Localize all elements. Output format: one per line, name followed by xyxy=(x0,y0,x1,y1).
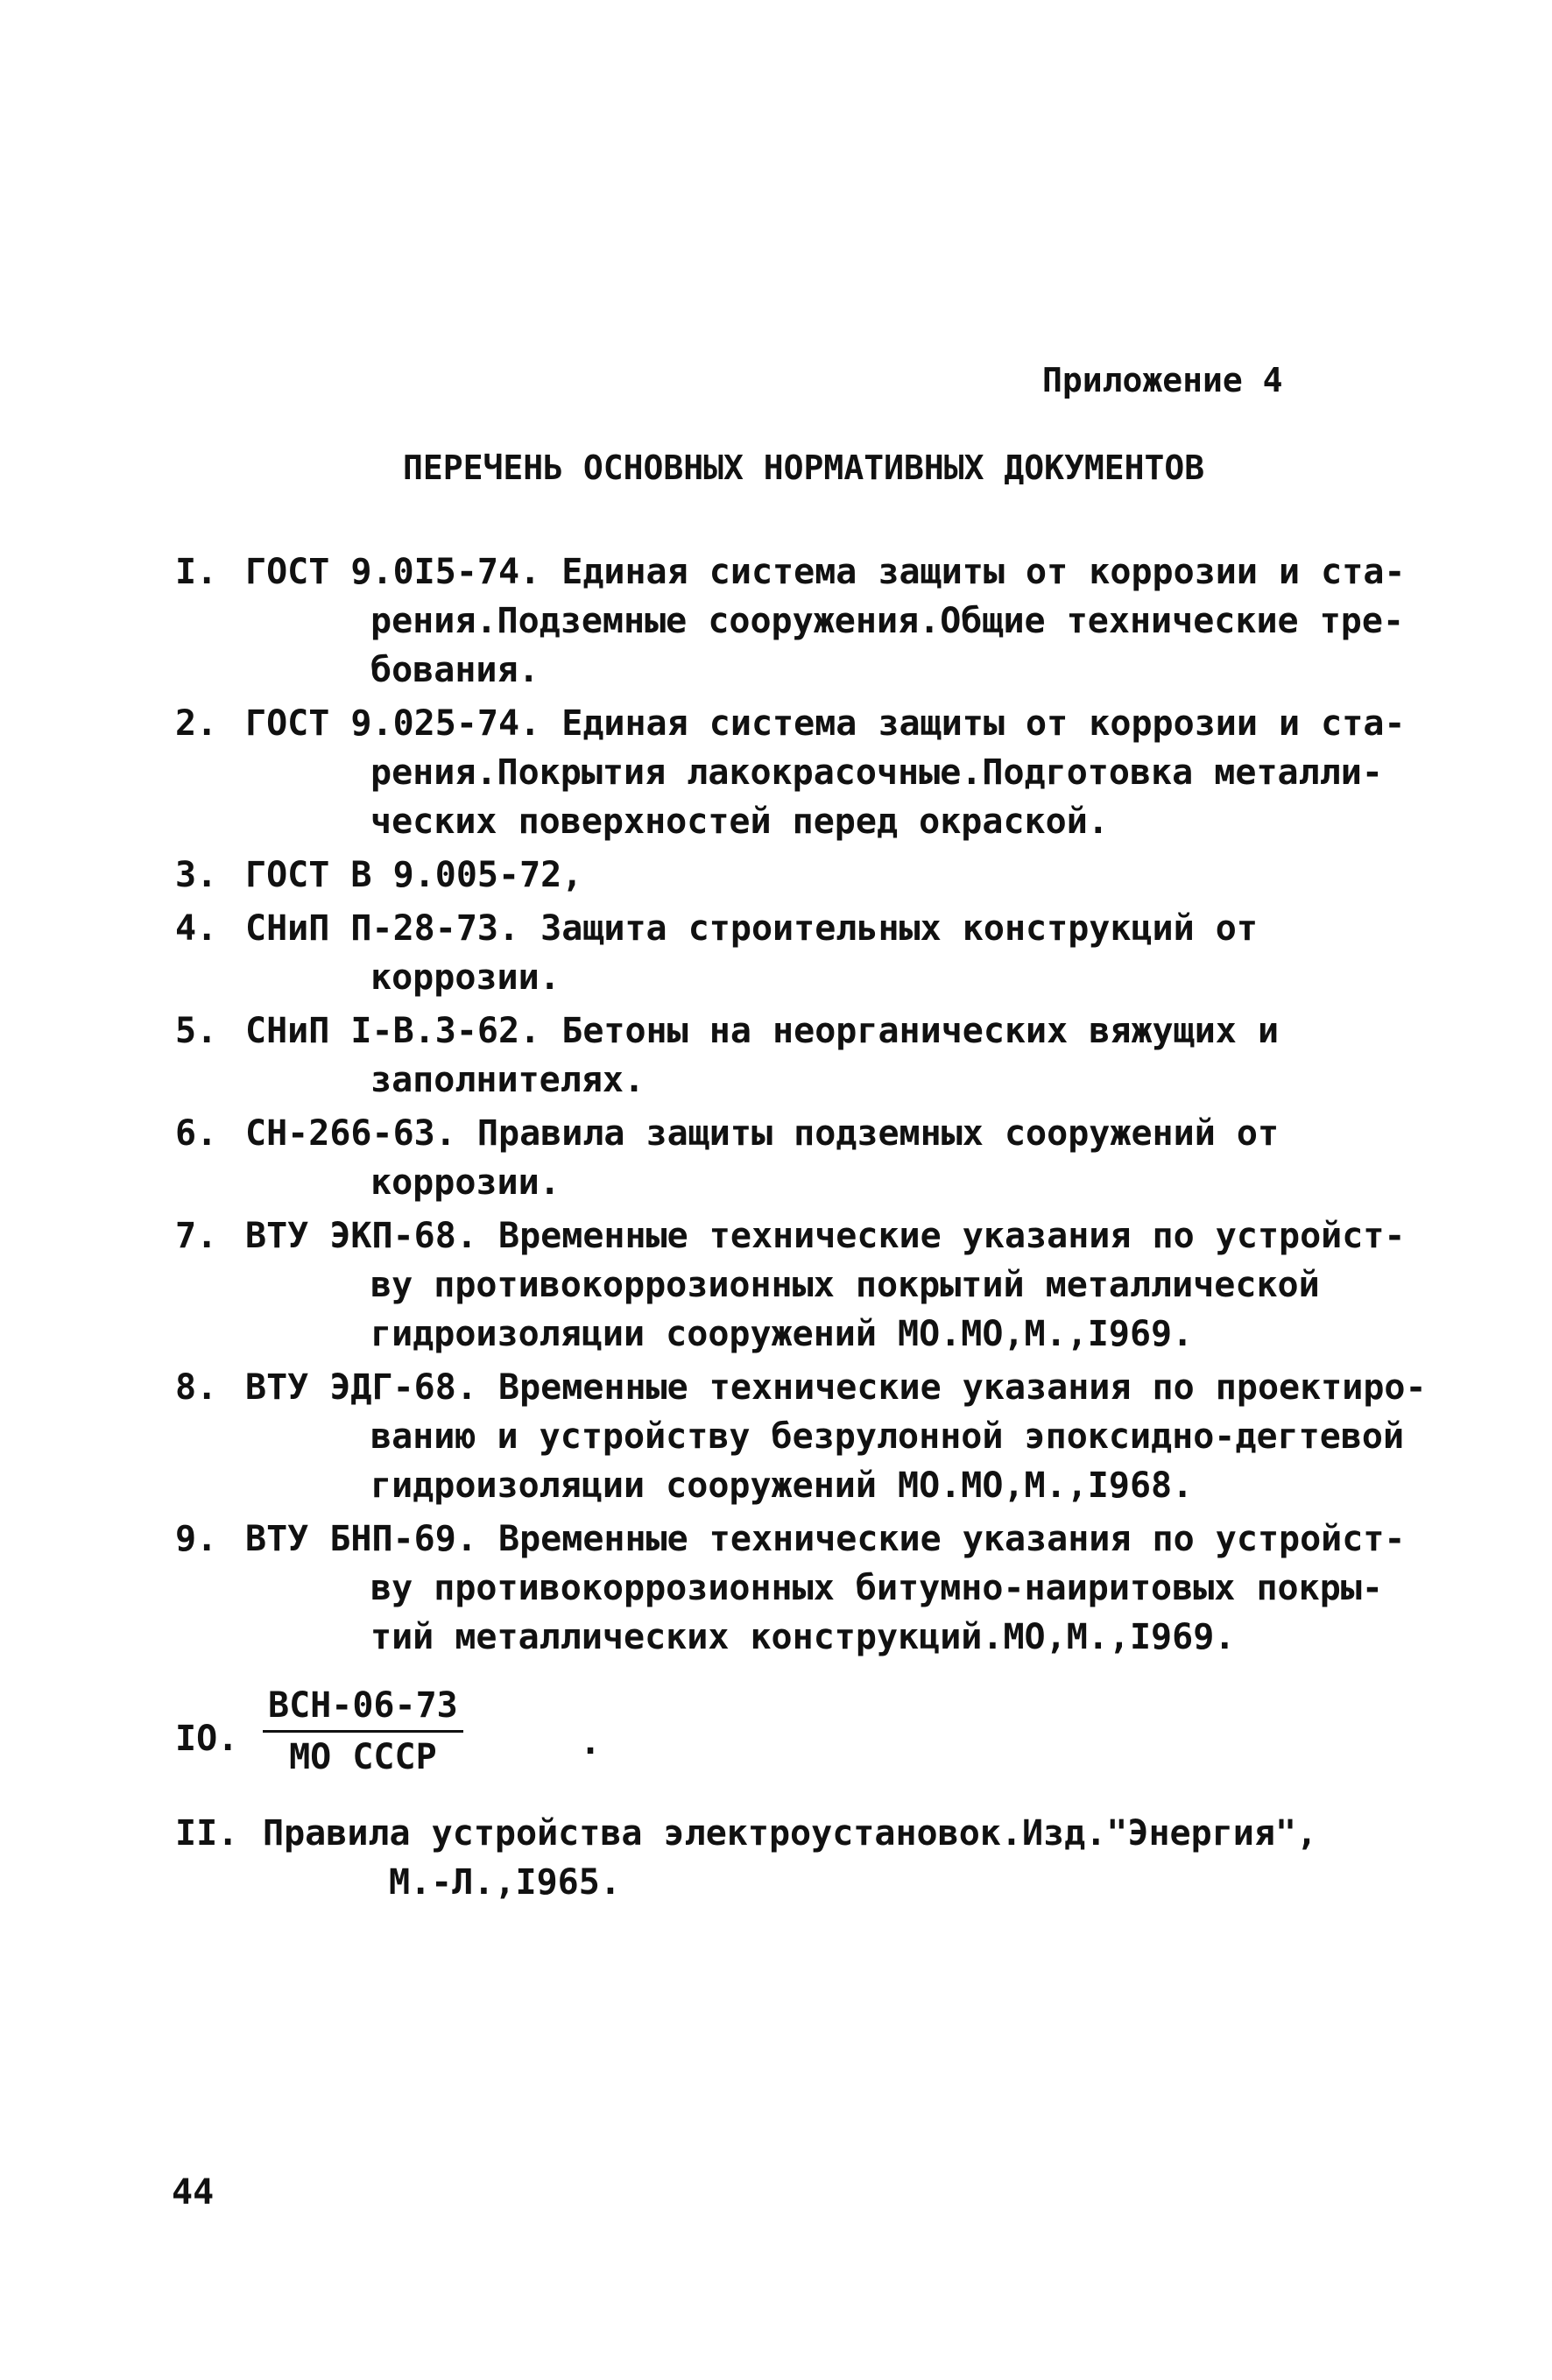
list-item-5 xyxy=(175,1006,1419,1105)
list-item-11 xyxy=(175,1809,1419,1907)
item-line: ву противокоррозионных покрытий металлической xyxy=(370,1265,1320,1305)
item-line: рения.Подземные сооружения.Общие технические тре- xyxy=(370,601,1405,641)
fraction-numerator: ВСН-06-73 xyxy=(263,1681,463,1733)
item-number: 8. xyxy=(175,1367,218,1408)
item-number: 2. xyxy=(175,703,218,744)
item-number: II. xyxy=(175,1813,239,1854)
item-line: Правила устройства электроустановок.Изд."Энергия", xyxy=(263,1813,1318,1854)
page-number: 44 xyxy=(172,2172,215,2213)
list-item-8 xyxy=(175,1363,1427,1510)
list-item-10 xyxy=(175,1681,1419,1797)
item-line: ческих поверхностей перед окраской. xyxy=(370,802,1109,842)
item-line: ву противокоррозионных битумно-наиритовых покры- xyxy=(370,1568,1383,1608)
list-item-1 xyxy=(175,547,1419,695)
item-line: ВТУ БНП-69. Временные технические указания по устройст- xyxy=(245,1519,1406,1559)
fraction-denominator: МО СССР xyxy=(289,1737,437,1777)
item-number: I. xyxy=(175,552,218,592)
item-line: ВТУ ЭДГ-68. Временные технические указания по проектиро- xyxy=(245,1367,1427,1408)
list-item-4 xyxy=(175,904,1419,1002)
item-line: гидроизоляции сооружений МО.МО,М.,I969. xyxy=(370,1314,1194,1354)
item-line: СНиП П-28-73. Защита строительных конструкций от xyxy=(245,908,1258,949)
item-line: ГОСТ 9.0I5-74. Единая система защиты от коррозии и ста- xyxy=(245,552,1406,592)
item-line: ГОСТ В 9.005-72, xyxy=(245,855,583,895)
item-line: тий металлических конструкций.МО,М.,I969. xyxy=(370,1617,1236,1657)
item-number: 5. xyxy=(175,1011,218,1051)
item-number: 9. xyxy=(175,1519,218,1559)
item-line: рения.Покрытия лакокрасочные.Подготовка металли- xyxy=(370,752,1383,793)
item-number: 3. xyxy=(175,855,218,895)
appendix-label: Приложение 4 xyxy=(1042,361,1283,399)
item-number: 7. xyxy=(175,1216,218,1256)
item-line: гидроизоляции сооружений МО.МО,М.,I968. xyxy=(370,1465,1194,1506)
list-item-9 xyxy=(175,1515,1419,1662)
item-line: ванию и устройству безрулонной эпоксидно-дегтевой xyxy=(370,1416,1405,1457)
item-line: заполнителях. xyxy=(370,1060,645,1100)
item-line: М.-Л.,I965. xyxy=(389,1862,621,1903)
item-number: IO. xyxy=(175,1719,239,1759)
item-line: СНиП I-В.3-62. Бетоны на неорганических вяжущих и xyxy=(245,1011,1280,1051)
item-line: коррозии. xyxy=(370,957,561,998)
page-title: ПЕРЕЧЕНЬ ОСНОВНЫХ НОРМАТИВНЫХ ДОКУМЕНТОВ xyxy=(403,448,1205,487)
item-number: 6. xyxy=(175,1113,218,1154)
item-line: коррозии. xyxy=(370,1162,561,1203)
fraction-trailing-dot: . xyxy=(580,1722,602,1762)
item-line: СН-266-63. Правила защиты подземных сооружений от xyxy=(245,1113,1280,1154)
list-item-3 xyxy=(175,851,1419,900)
fraction xyxy=(263,1681,463,1782)
item-line: ГОСТ 9.025-74. Единая система защиты от коррозии и ста- xyxy=(245,703,1406,744)
item-line: бования. xyxy=(370,650,540,690)
item-number: 4. xyxy=(175,908,218,949)
list-item-2 xyxy=(175,699,1419,846)
list-item-6 xyxy=(175,1109,1419,1207)
document-list xyxy=(175,547,1427,1907)
item-line: ВТУ ЭКП-68. Временные технические указания по устройст- xyxy=(245,1216,1406,1256)
list-item-7 xyxy=(175,1211,1419,1359)
